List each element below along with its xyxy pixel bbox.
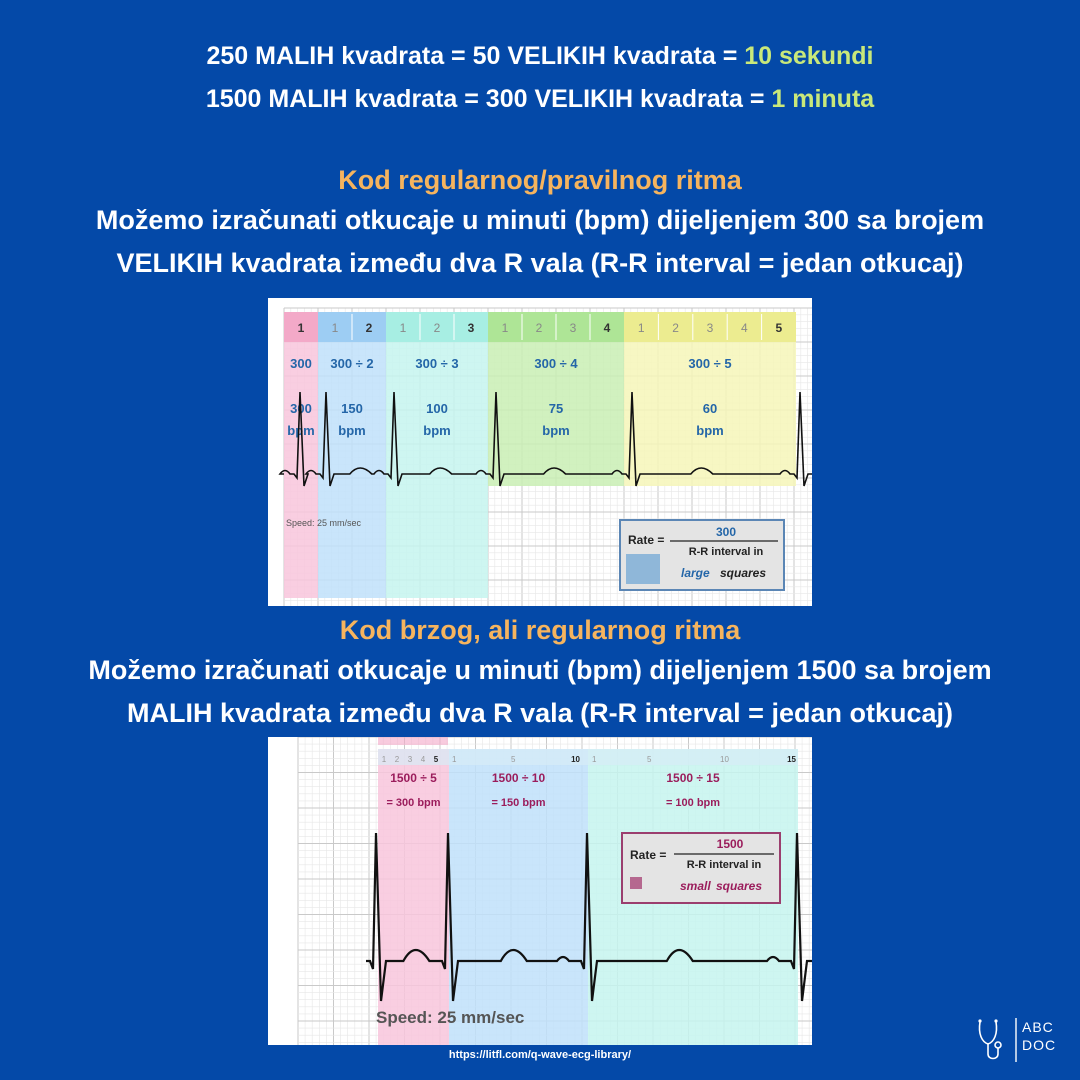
header-line-1 [0,42,1080,71]
rate-formula-label: Rate = [630,848,667,862]
square-number: 1 [381,755,387,764]
rate-formula-1: 300 [290,356,312,371]
square-number: 3 [467,321,475,335]
large-square-key [626,554,660,584]
square-number: 2 [365,321,373,335]
header-line-2-highlight: 1 minuta [771,85,875,113]
square-number: 10 [571,755,580,764]
square-number: 2 [672,321,679,335]
rate-formula-denominator-1: R-R interval in [688,546,764,558]
rate-formula-2: 1500 ÷ 10 [491,771,546,785]
rate-formula-2: 300 ÷ 2 [330,356,374,371]
rate-formula-1: 1500 ÷ 5 [390,771,437,785]
rate-formula-denominator-2a: small [680,879,711,893]
square-number: 1 [297,321,305,335]
section2-text-1: Možemo izračunati otkucaje u minuti (bpm) dijeljenjem 1500 sa brojem [88,655,992,685]
rate-zone-3 [386,312,488,598]
small-square-key [630,877,642,889]
rate-zone-1 [284,312,318,598]
rate-unit-1: bpm [287,423,315,438]
square-number: 5 [511,755,516,764]
square-number: 3 [706,321,714,335]
square-number: 5 [433,755,439,764]
square-number: 4 [603,321,611,335]
rate-value-4: 75 [548,401,564,416]
rate-unit-3: bpm [423,423,451,438]
square-number: 2 [433,321,441,335]
rate-value-3: 100 [426,401,448,416]
top-shadow [378,737,448,745]
rate-zone-1 [378,749,449,1045]
logo-text [1022,1018,1056,1054]
section1-text-2: VELIKIH kvadrata između dva R vala (R-R interval = jedan otkucaj) [116,248,964,278]
header-line-1-highlight: 10 sekundi [744,42,874,70]
rate-value-3: = 100 bpm [665,797,721,809]
rate-zone-2 [449,749,588,1045]
square-count-header-2 [449,749,588,765]
rate-value-2: 150 [341,401,363,416]
rate-unit-4: bpm [542,423,570,438]
logo-text-bottom: DOC [1022,1037,1057,1053]
square-count-header-1 [378,749,449,765]
rate-formula-3: 1500 ÷ 15 [666,771,720,785]
rate-formula-numerator: 300 [715,525,737,539]
section2-title: Kod brzog, ali regularnog ritma [339,615,741,645]
square-number: 3 [407,755,413,764]
rate-formula-denominator-2b: squares [716,879,763,893]
rate-formula-denominator-2a: large [681,566,710,580]
rate-value-1: 300 [290,401,312,416]
square-number: 1 [399,321,407,335]
header-line-1-text: 250 MALIH kvadrata = 50 VELIKIH kvadrata = [206,42,745,70]
speed-label: Speed: 25 mm/sec [286,518,362,528]
speed-label: Speed: 25 mm/sec [376,1008,525,1027]
logo-text-top: ABC [1022,1019,1054,1035]
section1-title: Kod regularnog/pravilnog ritma [338,165,742,195]
rate-formula-4: 300 ÷ 4 [534,356,578,371]
section2-text-2: MALIH kvadrata između dva R vala (R-R interval = jedan otkucaj) [127,698,953,728]
square-count-header-3 [588,749,798,765]
section1-text-1: Možemo izračunati otkucaje u minuti (bpm) dijeljenjem 300 sa brojem [95,205,985,235]
square-number: 4 [420,755,426,764]
square-number: 5 [647,755,652,764]
rate-value-5: 60 [702,401,718,416]
rate-formula-numerator: 1500 [716,837,744,851]
header-line-2-text: 1500 MALIH kvadrata = 300 VELIKIH kvadrata = [205,85,772,113]
square-number: 3 [569,321,577,335]
rate-unit-2: bpm [338,423,366,438]
square-number: 4 [741,321,748,335]
square-number: 10 [720,755,729,764]
rate-formula-denominator-2b: squares [720,566,767,580]
square-number: 1 [331,321,339,335]
square-number: 1 [501,321,509,335]
square-number: 1 [637,321,645,335]
rate-value-2: = 150 bpm [491,797,546,809]
rate-unit-5: bpm [696,423,724,438]
rate-formula-label: Rate = [628,533,665,547]
square-number: 1 [592,755,597,764]
ecg-small-squares-svg [268,737,812,1045]
ecg-large-squares-svg [268,298,812,606]
square-number: 2 [394,755,400,764]
source-url[interactable]: https://litfl.com/q-wave-ecg-library/ [448,1049,632,1061]
rate-formula-denominator-1: R-R interval in [686,859,762,871]
square-number: 5 [775,321,783,335]
header-line-2 [0,85,1080,114]
ecg-figure-small-squares [268,737,812,1045]
rate-formula-3: 300 ÷ 3 [415,356,459,371]
rate-value-1: = 300 bpm [386,797,441,809]
square-number: 2 [535,321,543,335]
rate-formula-5: 300 ÷ 5 [688,356,732,371]
square-number: 1 [452,755,457,764]
square-number: 15 [787,755,796,764]
ecg-figure-large-squares [268,298,812,606]
